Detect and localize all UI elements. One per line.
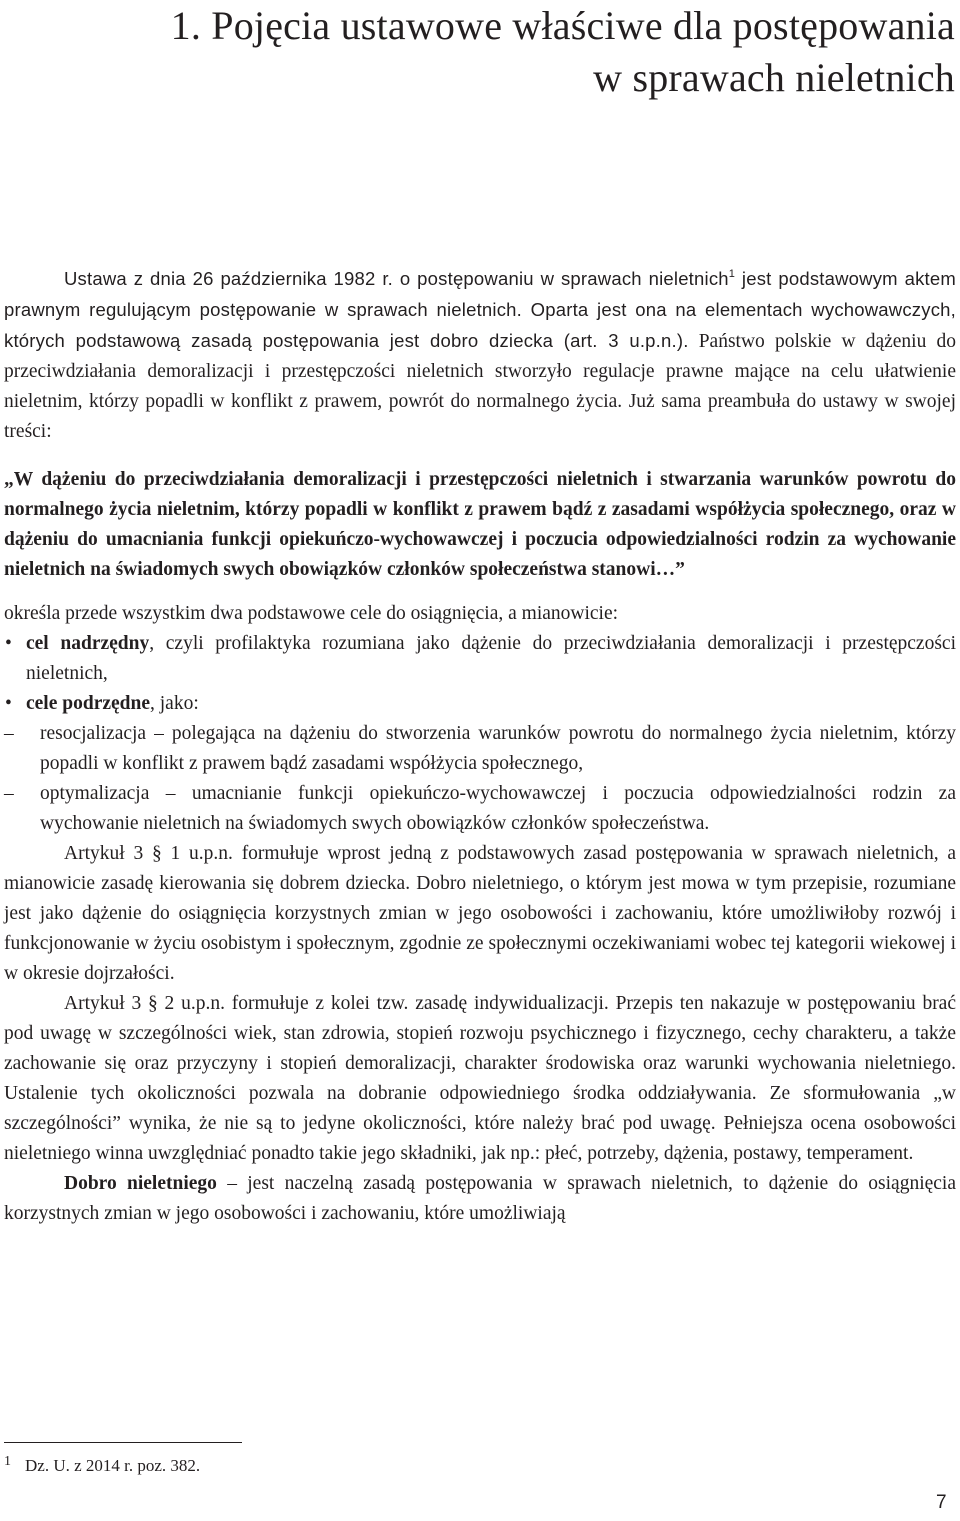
dash-item-text: optymalizacja – umacnianie funkcji opiekuńczo-wychowawczej i poczucia odpowiedzialności rodzin za wychowanie nieletnich na świadomych swych obowiązków członków społeczeństwa. <box>40 783 956 834</box>
child-welfare-text: – jest naczelną zasadą postępowania w sprawach nieletnich, to dążenie do osiągnięcia korzystnych zmian w jego osobowości i zachowaniu, które umożliwiają <box>4 1173 956 1224</box>
paragraph-article-3-1: Artykuł 3 § 1 u.p.n. formułuje wprost jedną z podstawowych zasad postępowania w sprawach nieletnich, a mianowicie zasadę kierowania się dobrem dziecka. Dobro nieletniego, o którym jest mowa w tym przepisie, rozumiane jest jako dążenie do osiągnięcia korzystnych zmian w jego osobowości i zachowaniu, które umożliwiłoby rozwój i funkcjonowanie w życiu osobistym i społecznym, zgodnie ze społecznymi oczekiwaniami wobec tej kategorii wiekowej i w okresie dojrzałości. <box>4 843 956 984</box>
bullet-item-primary-goal <box>4 629 956 689</box>
intro-text-c: Państwo polskie w dążeniu do przeciwdziałania demoralizacji i przestępczości nieletnich stworzyło regulacje prawne mające na celu ułatwienie nieletnim, którzy popadli w konflikt z prawem, powrót do normalnego życia. Już sama preambuła do ustawy w swojej treści: <box>4 331 956 442</box>
paragraph-article-3-2: Artykuł 3 § 2 u.p.n. formułuje z kolei tzw. zasadę indywidualizacji. Przepis ten nakazuje w postępowaniu brać pod uwagę w szczególności wiek, stan zdrowia, stopień rozwoju psychicznego i fizycznego, cechy charakteru, a także zachowanie się oraz przyczyny i stopień demoralizacji, charakter środowiska oraz warunki wychowania nieletniego. Ustalenie tych okoliczności pozwala na dobranie odpowiedniego środka oddziaływania. Ze sformułowania „w szczególności” wynika, że nie są to jedyne okoliczności, które należy brać pod uwagę. Pełniejsza ocena osobowości nieletniego winna uwzględniać ponadto takie jego składniki, jak np.: płeć, potrzeby, dążenia, postawy, temperament. <box>4 993 956 1164</box>
intro-text-b: jest podstawowym aktem prawnym regulującym postępowanie w sprawach nieletnich. Oparta jest ona na elementach wychowawczych, których podstawową zasadą postępowania jest dobro dziecka (art. 3 u.p.n.). <box>4 268 956 351</box>
paragraph-intro <box>4 264 956 447</box>
page-number: 7 <box>936 1492 947 1513</box>
footnote-divider <box>4 1442 242 1443</box>
dash-icon: – <box>4 723 14 744</box>
intro-text-a: Ustawa z dnia 26 października 1982 r. o postępowaniu w sprawach nieletnich <box>64 268 729 289</box>
bullet-item-bold: cel nadrzędny <box>26 633 150 654</box>
child-welfare-term: Dobro nieletniego <box>64 1173 217 1194</box>
dash-item-resocialization <box>4 719 956 779</box>
chapter-heading <box>78 0 955 104</box>
dash-item-text: resocjalizacja – polegająca na dążeniu do stworzenia warunków powrotu do normalnego życia nieletnim, którzy popadli w konflikt z prawem bądź zasadami współżycia społecznego, <box>40 723 956 774</box>
paragraph-child-welfare <box>4 1169 956 1229</box>
bullet-item-text: , jako: <box>150 693 199 714</box>
footnote-text: Dz. U. z 2014 r. poz. 382. <box>25 1456 201 1475</box>
preamble-quote: „W dążeniu do przeciwdziałania demoralizacji i przestępczości nieletnich i stwarzania warunków powrotu do normalnego życia nieletnim, którzy popadli w konflikt z prawem bądź z zasadami współżycia społecznego, oraz w dążeniu do umacniania funkcji opiekuńczo-wychowawczej i poczucia odpowiedzialności rodzin za wychowanie nieletnich na świadomych swych obowiązków członków społeczeństwa stanowi…” <box>4 469 956 580</box>
body-text <box>4 264 956 1229</box>
dash-item-optimization <box>4 779 956 839</box>
chapter-title-line-2: w sprawach nieletnich <box>593 55 955 100</box>
bullet-item-text: , czyli profilaktyka rozumiana jako dążenie do przeciwdziałania demoralizacji i przestępczości nieletnich, <box>26 633 956 684</box>
dash-icon: – <box>4 783 14 804</box>
footnote-number: 1 <box>4 1454 11 1469</box>
bullet-item-bold: cele podrzędne <box>26 693 151 714</box>
bullet-icon: • <box>5 633 12 654</box>
paragraph-goals: określa przede wszystkim dwa podstawowe cele do osiągnięcia, a mianowicie: <box>4 603 619 624</box>
bullet-item-secondary-goals <box>4 689 956 719</box>
chapter-title-line-1: 1. Pojęcia ustawowe właściwe dla postępowania <box>170 3 955 48</box>
footnote <box>4 1451 200 1477</box>
bullet-icon: • <box>5 693 12 714</box>
footnote-ref: 1 <box>728 268 736 280</box>
